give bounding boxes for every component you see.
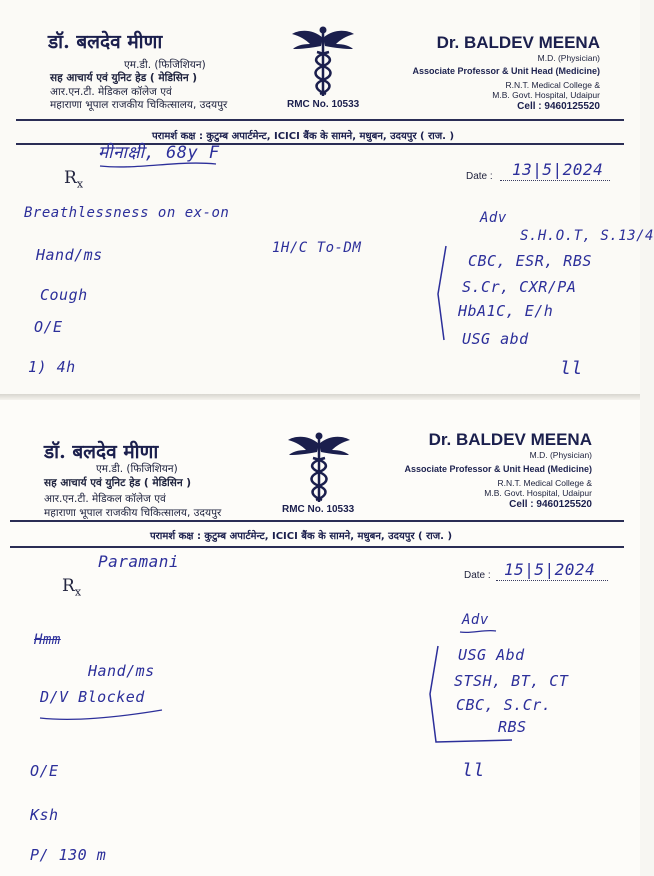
doctor-name-english: Dr. BALDEV MEENA: [436, 33, 600, 52]
investigation-3: CBC, S.Cr.: [456, 696, 552, 714]
doctor-name-english: Dr. BALDEV MEENA: [428, 430, 592, 449]
complaint-underline: [36, 700, 166, 724]
examination-label: O/E: [30, 762, 59, 780]
patient-name-handwritten: Paramani: [98, 552, 180, 571]
doctor-name-hindi: डॉ. बलदेव मीणा: [48, 31, 163, 53]
hospital-english: M.B. Govt. Hospital, Udaipur: [492, 90, 600, 100]
patient-underline: [98, 158, 218, 172]
prescription-slip-top: [0, 0, 654, 398]
clinic-address: परामर्श कक्ष : कुटुम्ब अपार्टमेन्ट, ICICI बैंक के सामने, मधुबन, उदयपुर ( राज. ): [150, 531, 453, 542]
rmc-number: RMC No. 10533: [287, 99, 360, 110]
complaint-3: D/V Blocked: [40, 688, 145, 706]
degree-hindi: एम.डी. (फिजिशियन): [96, 463, 178, 475]
college-hindi: आर.एन.टी. मेडिकल कॉलेज एवं: [50, 86, 172, 98]
complaint-6: P/ 130 m: [30, 846, 107, 864]
college-english: R.N.T. Medical College &: [497, 478, 592, 488]
title-hindi: सह आचार्य एवं युनिट हेड ( मेडिसिन ): [50, 72, 198, 84]
caduceus-icon: [290, 24, 356, 98]
title-english: Associate Professor & Unit Head (Medicine): [412, 66, 600, 76]
cell-number: Cell : 9460125520: [509, 499, 592, 510]
rx-symbol: $R_x$: [64, 168, 84, 191]
investigation-4: RBS: [498, 718, 527, 736]
date-handwritten: 15|5|2024: [504, 560, 596, 579]
prescription-slip-bottom: [0, 400, 640, 876]
complaint-2: Hand/ms: [36, 246, 103, 264]
history-note: 1H/C To-DM: [272, 240, 362, 256]
doctor-name-hindi: डॉ. बलदेव मीणा: [44, 441, 159, 463]
caduceus-icon: [286, 430, 352, 504]
investigation-5: USG abd: [462, 330, 529, 348]
investigation-4: HbA1C, E/h: [458, 302, 554, 320]
patient-name-handwritten: मीनाक्षी, 68y F: [98, 143, 220, 163]
hospital-english: M.B. Govt. Hospital, Udaipur: [484, 488, 592, 498]
advice-label: Adv: [480, 210, 507, 226]
header-divider: [10, 520, 624, 522]
college-english: R.N.T. Medical College &: [505, 80, 600, 90]
investigation-3: S.Cr, CXR/PA: [462, 278, 577, 296]
examination-label: O/E: [34, 318, 63, 336]
date-line: [496, 580, 608, 581]
complaint-3: Cough: [40, 286, 88, 304]
investigation-1: S.H.O.T, S.13/4: [520, 228, 654, 244]
degree-hindi: एम.डी. (फिजिशियन): [124, 59, 206, 71]
complaint-1: Breathlessness on ex-on: [24, 205, 230, 221]
clinic-address: परामर्श कक्ष : कुटुम्ब अपार्टमेन्ट, ICICI बैंक के सामने, मधुबन, उदयपुर ( राज. ): [152, 131, 455, 142]
date-label: Date :: [464, 570, 491, 581]
complaint-2: Hand/ms: [88, 662, 155, 680]
investigation-2: CBC, ESR, RBS: [468, 252, 592, 270]
complaint-5: 1) 4h: [28, 358, 76, 376]
signature: ll: [462, 760, 485, 781]
address-divider: [10, 546, 624, 548]
rx-symbol: $R_x$: [62, 576, 82, 599]
degree-english: M.D. (Physician): [529, 450, 592, 460]
advice-label: Adv: [462, 612, 489, 628]
bracket-mark: [432, 244, 452, 344]
complaint-1: Hmm: [34, 632, 61, 648]
cell-number: Cell : 9460125520: [517, 101, 600, 112]
bracket-mark: [426, 644, 516, 746]
complaint-5: Ksh: [30, 806, 59, 824]
title-english: Associate Professor & Unit Head (Medicine): [404, 464, 592, 474]
hospital-hindi: महाराणा भूपाल राजकीय चिकित्सालय, उदयपुर: [50, 99, 228, 111]
investigation-2: STSH, BT, CT: [454, 672, 569, 690]
title-hindi: सह आचार्य एवं युनिट हेड ( मेडिसिन ): [44, 477, 192, 489]
degree-english: M.D. (Physician): [537, 53, 600, 63]
rmc-number: RMC No. 10533: [282, 504, 355, 515]
college-hindi: आर.एन.टी. मेडिकल कॉलेज एवं: [44, 493, 166, 505]
advice-underline: [458, 626, 498, 636]
investigation-1: USG Abd: [458, 646, 525, 664]
date-handwritten: 13|5|2024: [512, 160, 604, 179]
date-label: Date :: [466, 171, 493, 182]
header-divider: [16, 119, 624, 121]
hospital-hindi: महाराणा भूपाल राजकीय चिकित्सालय, उदयपुर: [44, 507, 222, 519]
signature: ll: [560, 358, 583, 379]
date-line: [500, 180, 610, 181]
